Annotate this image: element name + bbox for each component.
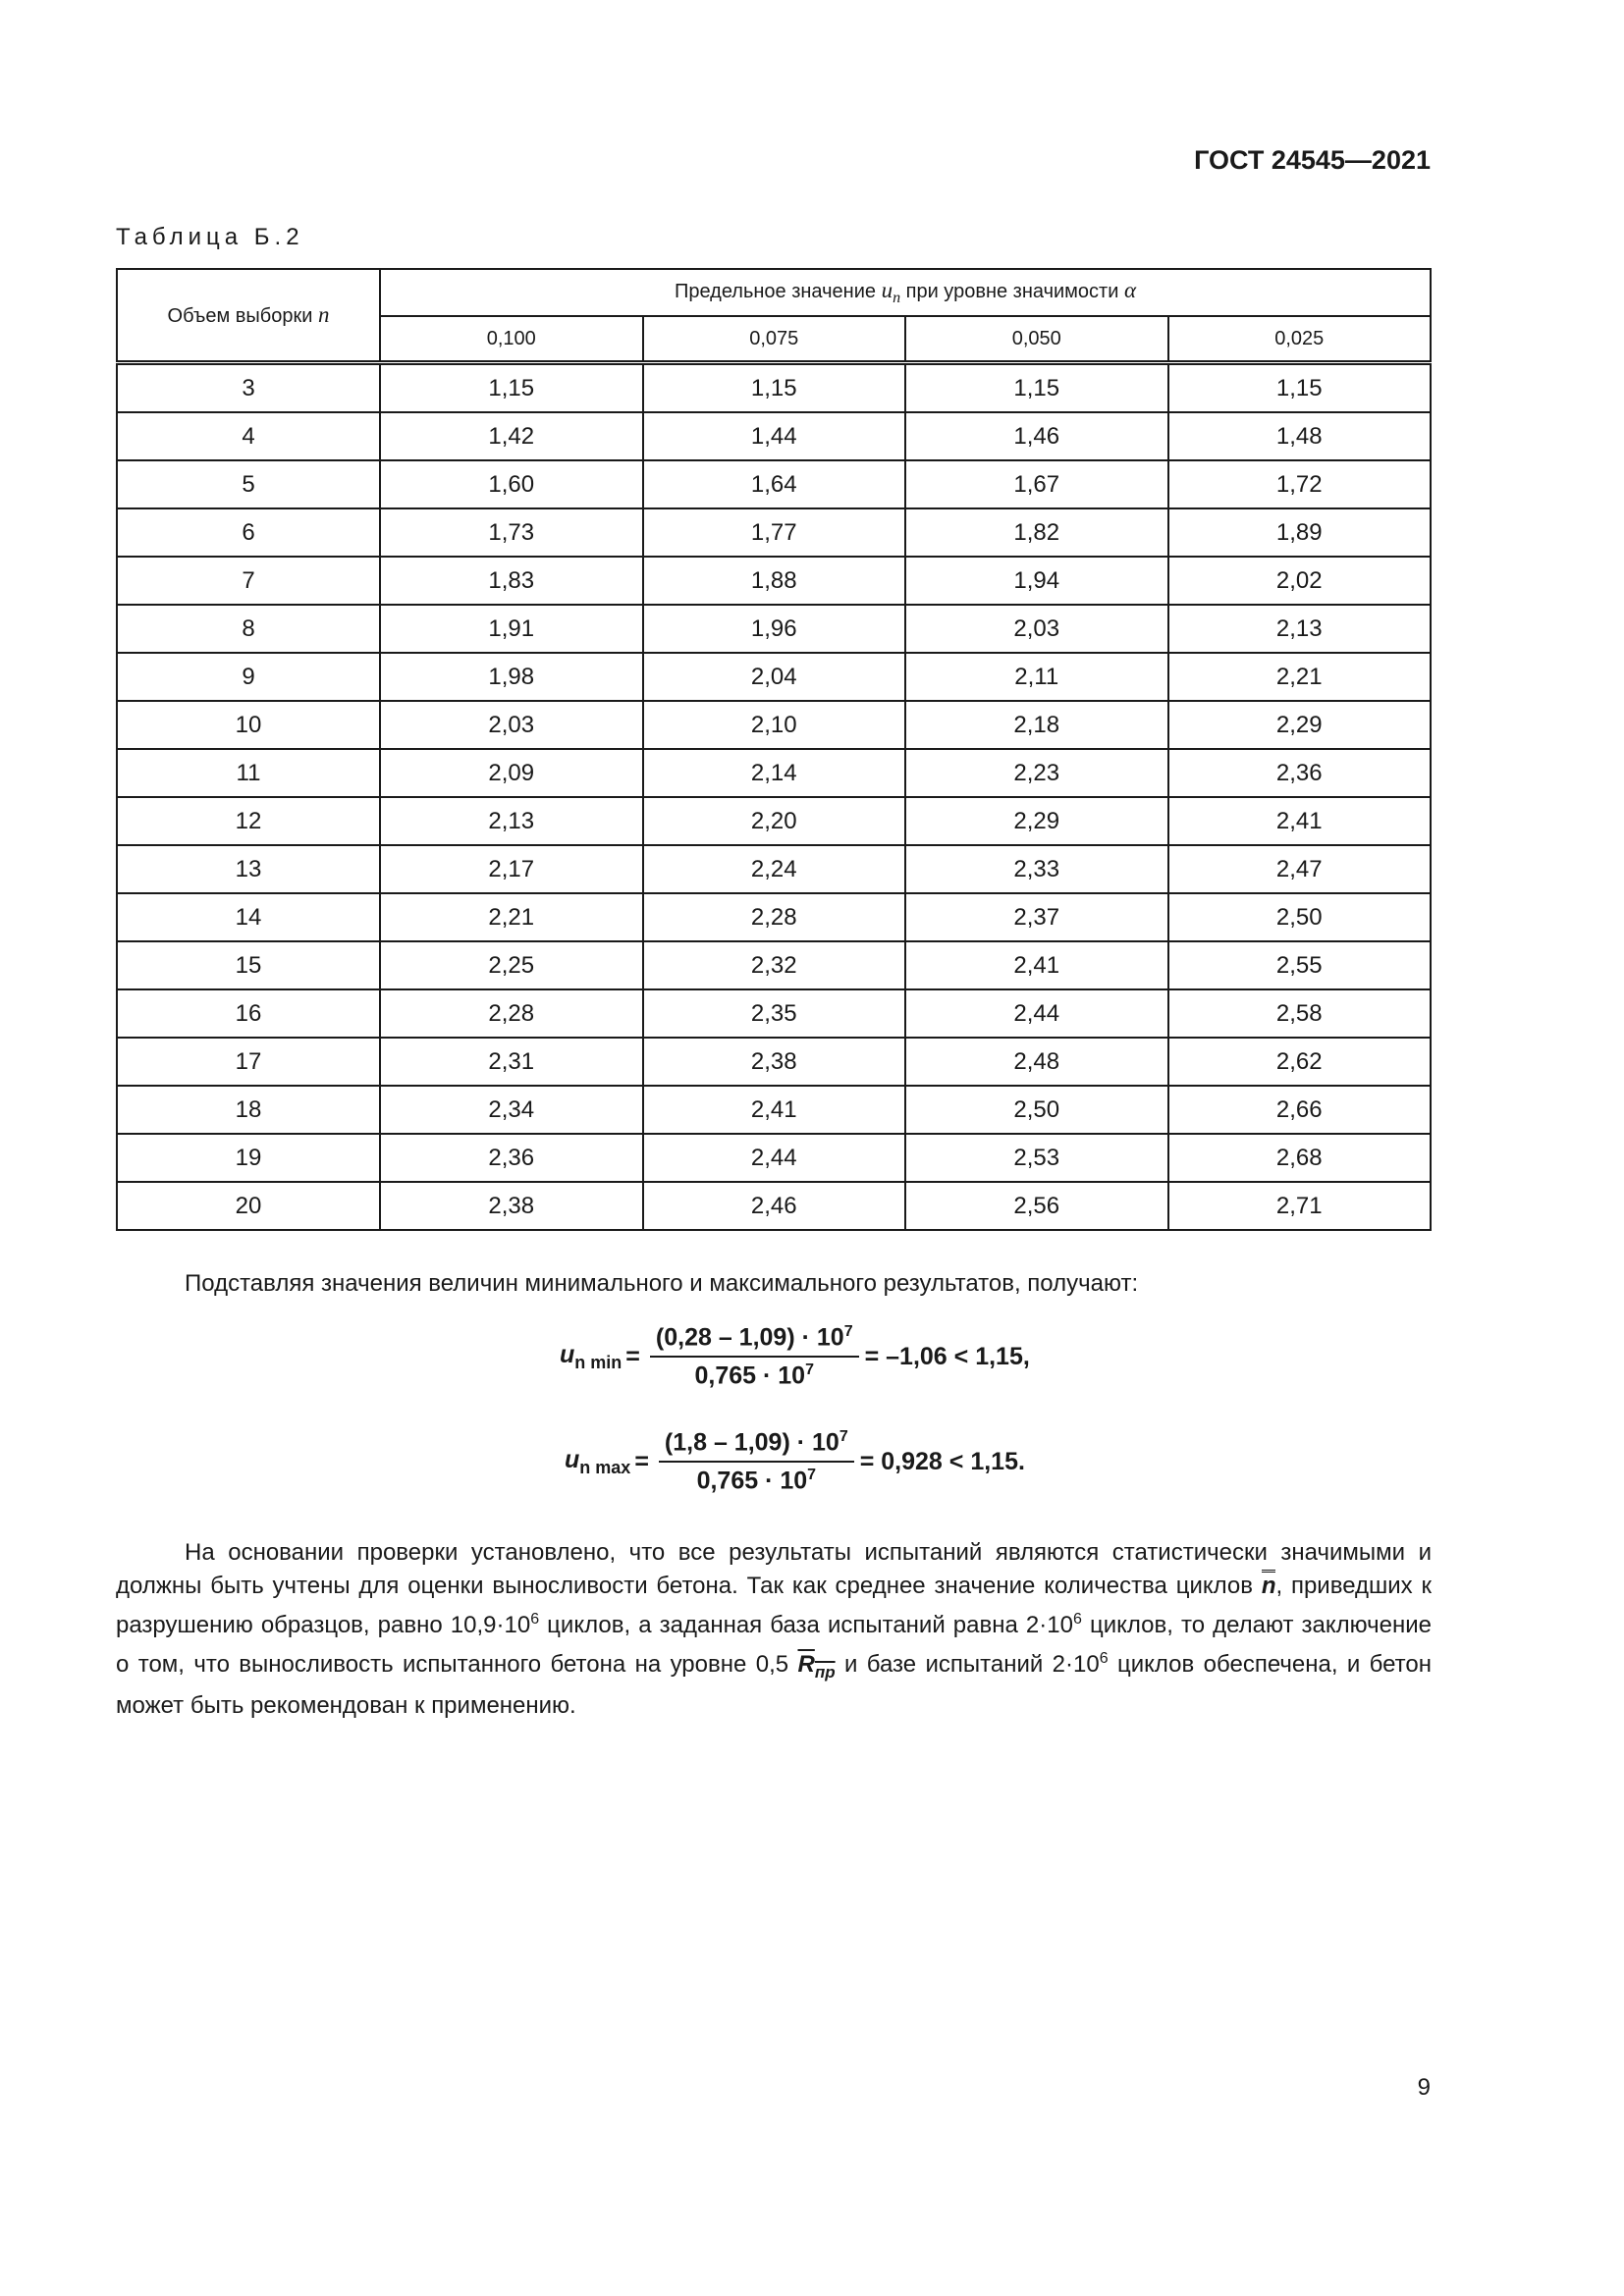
limit-value-cell: 2,02 [1168, 557, 1432, 605]
limit-value-cell: 2,04 [643, 653, 906, 701]
limit-value-cell: 1,83 [380, 557, 643, 605]
table-row [117, 605, 1431, 653]
table-row [117, 653, 1431, 701]
table-row [117, 1038, 1431, 1086]
limit-value-cell: 1,15 [1168, 363, 1432, 413]
alpha-level-header: 0,025 [1168, 316, 1432, 363]
limit-value-cell: 2,50 [1168, 893, 1432, 941]
sample-size-cell: 3 [117, 363, 380, 413]
limit-value-cell: 2,21 [380, 893, 643, 941]
limit-value-cell: 1,89 [1168, 508, 1432, 557]
limit-value-cell: 2,47 [1168, 845, 1432, 893]
limit-value-cell: 1,91 [380, 605, 643, 653]
table-row [117, 1182, 1431, 1230]
table-row [117, 749, 1431, 797]
limit-value-cell: 2,55 [1168, 941, 1432, 989]
limit-value-cell: 2,23 [905, 749, 1168, 797]
limit-value-cell: 1,46 [905, 412, 1168, 460]
limit-value-cell: 2,44 [905, 989, 1168, 1038]
limit-value-cell: 2,29 [905, 797, 1168, 845]
sample-size-header: Объем выборки n [117, 269, 380, 363]
limit-value-cell: 2,44 [643, 1134, 906, 1182]
rpr-symbol: $R_{пр}$ [797, 1651, 836, 1682]
sample-size-cell: 14 [117, 893, 380, 941]
sample-size-cell: 9 [117, 653, 380, 701]
limit-value-cell: 2,03 [380, 701, 643, 749]
limit-value-cell: 2,58 [1168, 989, 1432, 1038]
limit-values-table [116, 268, 1432, 1231]
limit-value-cell: 2,24 [643, 845, 906, 893]
limit-value-cell: 2,29 [1168, 701, 1432, 749]
table-row [117, 989, 1431, 1038]
limit-value-cell: 2,66 [1168, 1086, 1432, 1134]
limit-value-cell: 2,21 [1168, 653, 1432, 701]
limit-value-cell: 2,71 [1168, 1182, 1432, 1230]
limit-value-cell: 2,31 [380, 1038, 643, 1086]
limit-value-cell: 2,62 [1168, 1038, 1432, 1086]
limit-value-cell: 2,41 [1168, 797, 1432, 845]
sample-size-cell: 16 [117, 989, 380, 1038]
conclusion-paragraph: На основании проверки установлено, что все результаты испытаний являются статистически значимыми и должны быть учтены для оценки выносливости бетона. Так как среднее значение количества циклов n, приведших к разрушению образцов, равно $10,9\cdot 10^6$ циклов, а заданная база испытаний равна $2\cdot 10^6$ циклов, то делают заключение о том, что выносливость испытанного бетона на уровне 0,5 $R_{пр}$ и базе испытаний $2\cdot 10^6$ циклов обеспечена, и бетон может быть рекомендован к применению. [116, 1539, 1433, 1719]
formula-u-max: $u_{n max}$ = $\frac{(1,8 - 1,09) \cdot 10^7}{0,765 \cdot 10^7}$ = 0,928 < 1,15. [565, 1428, 1025, 1495]
sample-size-cell: 12 [117, 797, 380, 845]
limit-value-cell: 2,68 [1168, 1134, 1432, 1182]
alpha-level-header: 0,075 [643, 316, 906, 363]
limit-value-cell: 2,10 [643, 701, 906, 749]
document-code: ГОСТ 24545—2021 [1194, 145, 1431, 175]
limit-value-cell: 1,73 [380, 508, 643, 557]
alpha-level-header: 0,050 [905, 316, 1168, 363]
sample-size-cell: 5 [117, 460, 380, 508]
sample-size-cell: 4 [117, 412, 380, 460]
limit-value-cell: 2,36 [1168, 749, 1432, 797]
limit-value-cell: 1,77 [643, 508, 906, 557]
limit-value-cell: 2,46 [643, 1182, 906, 1230]
table-row [117, 412, 1431, 460]
limit-value-cell: 2,34 [380, 1086, 643, 1134]
sample-size-cell: 11 [117, 749, 380, 797]
limit-value-cell: 1,88 [643, 557, 906, 605]
table-row [117, 508, 1431, 557]
table-row [117, 557, 1431, 605]
table-row [117, 893, 1431, 941]
limit-value-group-header: Предельное значение $u_n$ при уровне значимости α [380, 269, 1431, 316]
limit-value-cell: 1,96 [643, 605, 906, 653]
limit-value-cell: 2,56 [905, 1182, 1168, 1230]
limit-value-cell: 2,13 [1168, 605, 1432, 653]
limit-value-cell: 1,15 [905, 363, 1168, 413]
mean-cycles-symbol: n [1262, 1570, 1276, 1599]
limit-value-cell: 2,48 [905, 1038, 1168, 1086]
intro-paragraph: Подставляя значения величин минимального и максимального результатов, получают: [185, 1270, 1139, 1297]
table-row [117, 363, 1431, 413]
table-row [117, 1086, 1431, 1134]
limit-value-cell: 1,64 [643, 460, 906, 508]
limit-value-cell: 1,44 [643, 412, 906, 460]
limit-value-cell: 2,18 [905, 701, 1168, 749]
limit-value-cell: 2,17 [380, 845, 643, 893]
sample-size-cell: 6 [117, 508, 380, 557]
sample-size-cell: 13 [117, 845, 380, 893]
limit-value-cell: 2,41 [643, 1086, 906, 1134]
limit-value-cell: 2,03 [905, 605, 1168, 653]
limit-value-cell: 2,25 [380, 941, 643, 989]
sample-size-cell: 15 [117, 941, 380, 989]
sample-size-cell: 17 [117, 1038, 380, 1086]
sample-size-cell: 18 [117, 1086, 380, 1134]
limit-value-cell: 2,38 [380, 1182, 643, 1230]
table-row [117, 460, 1431, 508]
limit-value-cell: 1,48 [1168, 412, 1432, 460]
limit-value-cell: 1,94 [905, 557, 1168, 605]
limit-value-cell: 2,50 [905, 1086, 1168, 1134]
sample-size-cell: 8 [117, 605, 380, 653]
table-caption: Таблица Б.2 [116, 224, 304, 250]
table-row [117, 797, 1431, 845]
table-row [117, 845, 1431, 893]
page-number: 9 [1417, 2074, 1431, 2101]
table-row [117, 941, 1431, 989]
limit-value-cell: 2,09 [380, 749, 643, 797]
limit-value-cell: 2,28 [643, 893, 906, 941]
sample-size-cell: 7 [117, 557, 380, 605]
limit-value-cell: 1,15 [380, 363, 643, 413]
table-row [117, 1134, 1431, 1182]
limit-value-cell: 2,38 [643, 1038, 906, 1086]
limit-value-cell: 2,33 [905, 845, 1168, 893]
limit-value-cell: 2,13 [380, 797, 643, 845]
limit-value-cell: 2,28 [380, 989, 643, 1038]
sample-size-cell: 19 [117, 1134, 380, 1182]
sample-size-cell: 10 [117, 701, 380, 749]
sample-size-cell: 20 [117, 1182, 380, 1230]
limit-value-cell: 2,35 [643, 989, 906, 1038]
limit-value-cell: 1,15 [643, 363, 906, 413]
formula-u-min: $u_{n min}$ = $\frac{(0,28 - 1,09) \cdot 10^7}{0,765 \cdot 10^7}$ = –1,06 < 1,15, [560, 1323, 1030, 1390]
limit-value-cell: 2,53 [905, 1134, 1168, 1182]
limit-value-cell: 1,98 [380, 653, 643, 701]
limit-value-cell: 1,42 [380, 412, 643, 460]
alpha-level-header: 0,100 [380, 316, 643, 363]
limit-value-cell: 2,37 [905, 893, 1168, 941]
limit-value-cell: 2,41 [905, 941, 1168, 989]
limit-value-cell: 2,36 [380, 1134, 643, 1182]
limit-value-cell: 2,11 [905, 653, 1168, 701]
limit-value-cell: 1,72 [1168, 460, 1432, 508]
limit-value-cell: 1,82 [905, 508, 1168, 557]
limit-value-cell: 2,14 [643, 749, 906, 797]
table-row [117, 701, 1431, 749]
limit-value-cell: 2,32 [643, 941, 906, 989]
limit-value-cell: 2,20 [643, 797, 906, 845]
limit-value-cell: 1,67 [905, 460, 1168, 508]
limit-value-cell: 1,60 [380, 460, 643, 508]
